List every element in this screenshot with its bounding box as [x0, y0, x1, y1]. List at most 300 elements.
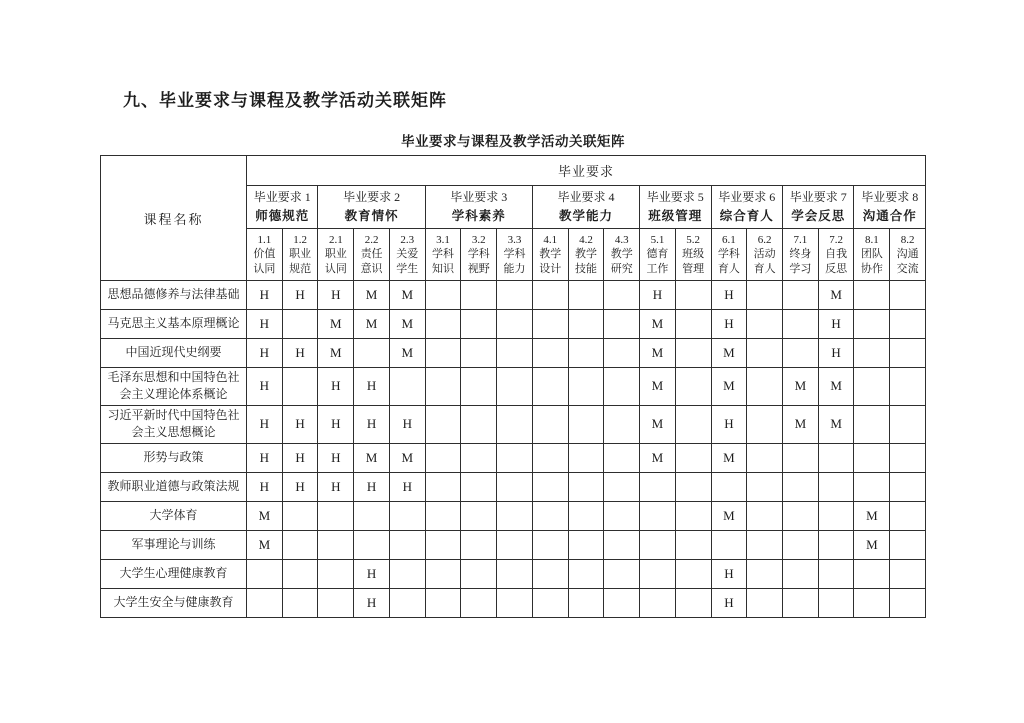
matrix-value-cell — [318, 588, 354, 617]
matrix-value-cell — [747, 501, 783, 530]
criterion-name: 学科知识 — [432, 248, 455, 275]
criterion-number: 4.1 — [543, 234, 558, 247]
criterion-number: 4.3 — [614, 234, 629, 247]
matrix-value-cell: M — [318, 310, 354, 339]
matrix-value-cell — [532, 310, 568, 339]
matrix-value-cell — [461, 405, 497, 443]
matrix-value-cell: H — [389, 472, 425, 501]
header-row-top — [101, 156, 926, 186]
matrix-value-cell — [747, 472, 783, 501]
matrix-value-cell — [354, 339, 390, 368]
criterion-name: 责任意识 — [360, 248, 383, 275]
matrix-value-cell — [532, 281, 568, 310]
criterion-number: 4.2 — [579, 234, 593, 247]
matrix-value-cell — [711, 530, 747, 559]
criterion-number: 5.1 — [650, 234, 665, 247]
course-row — [101, 405, 926, 443]
criterion-header — [818, 229, 854, 281]
course-row — [101, 310, 926, 339]
requirement-group-label: 毕业要求 5 — [646, 190, 704, 205]
matrix-value-cell — [890, 588, 926, 617]
matrix-value-cell — [675, 405, 711, 443]
course-name-cell: 大学生心理健康教育 — [101, 559, 247, 588]
requirement-group-label: 毕业要求 1 — [253, 190, 311, 205]
requirement-group-name: 学会反思 — [791, 208, 846, 223]
criterion-header — [354, 229, 390, 281]
requirement-group-label: 毕业要求 3 — [450, 190, 508, 205]
criterion-header — [711, 229, 747, 281]
matrix-value-cell: M — [640, 368, 676, 406]
matrix-value-cell: H — [818, 339, 854, 368]
matrix-value-cell — [354, 530, 390, 559]
matrix-value-cell — [747, 530, 783, 559]
table-header — [101, 156, 926, 281]
matrix-value-cell — [890, 443, 926, 472]
requirement-group-label: 毕业要求 6 — [718, 190, 776, 205]
matrix-value-cell: H — [354, 559, 390, 588]
matrix-value-cell — [568, 443, 604, 472]
matrix-value-cell — [532, 405, 568, 443]
matrix-value-cell — [783, 559, 819, 588]
requirement-group-name: 沟通合作 — [862, 208, 917, 223]
graduation-requirements-header: 毕业要求 — [247, 156, 926, 186]
matrix-value-cell — [604, 281, 640, 310]
matrix-value-cell: M — [818, 281, 854, 310]
matrix-value-cell: H — [711, 559, 747, 588]
matrix-value-cell: H — [354, 368, 390, 406]
criterion-name: 班级管理 — [682, 248, 705, 275]
matrix-value-cell — [818, 472, 854, 501]
criterion-header — [318, 229, 354, 281]
course-name-cell: 思想品德修养与法律基础 — [101, 281, 247, 310]
matrix-value-cell: H — [247, 443, 283, 472]
matrix-value-cell: M — [354, 443, 390, 472]
matrix-value-cell — [783, 530, 819, 559]
matrix-value-cell — [604, 443, 640, 472]
criterion-number: 3.2 — [471, 234, 486, 247]
criterion-name: 学科育人 — [717, 248, 740, 275]
matrix-value-cell: H — [318, 281, 354, 310]
requirement-group-name: 学科素养 — [451, 208, 506, 223]
matrix-value-cell: H — [247, 310, 283, 339]
matrix-value-cell: H — [247, 368, 283, 406]
matrix-value-cell — [425, 310, 461, 339]
matrix-value-cell — [282, 530, 318, 559]
criterion-name: 沟通交流 — [896, 248, 919, 275]
matrix-value-cell — [890, 368, 926, 406]
criterion-number: 7.1 — [793, 234, 808, 247]
matrix-value-cell — [532, 588, 568, 617]
criterion-number: 5.2 — [686, 234, 701, 247]
matrix-value-cell: H — [818, 310, 854, 339]
course-row — [101, 281, 926, 310]
matrix-value-cell — [568, 559, 604, 588]
matrix-value-cell — [747, 339, 783, 368]
matrix-value-cell — [854, 339, 890, 368]
matrix-value-cell — [747, 443, 783, 472]
matrix-value-cell — [497, 443, 533, 472]
matrix-value-cell — [497, 405, 533, 443]
matrix-value-cell: H — [282, 443, 318, 472]
matrix-value-cell: H — [711, 405, 747, 443]
requirement-group-header — [532, 186, 639, 229]
matrix-value-cell — [497, 281, 533, 310]
matrix-value-cell — [532, 443, 568, 472]
requirement-group-label: 毕业要求 8 — [861, 190, 919, 205]
matrix-value-cell — [568, 472, 604, 501]
matrix-value-cell — [604, 559, 640, 588]
matrix-value-cell — [890, 559, 926, 588]
matrix-value-cell — [568, 310, 604, 339]
course-name-cell: 毛泽东思想和中国特色社会主义理论体系概论 — [101, 368, 247, 406]
matrix-value-cell: H — [282, 339, 318, 368]
matrix-value-cell: M — [640, 405, 676, 443]
criterion-header — [640, 229, 676, 281]
matrix-value-cell — [675, 339, 711, 368]
matrix-value-cell: H — [318, 443, 354, 472]
matrix-value-cell — [282, 501, 318, 530]
requirement-group-header — [711, 186, 782, 229]
matrix-value-cell — [532, 339, 568, 368]
requirement-group-label: 毕业要求 4 — [557, 190, 615, 205]
matrix-value-cell — [604, 339, 640, 368]
matrix-value-cell — [568, 368, 604, 406]
criterion-header — [247, 229, 283, 281]
matrix-value-cell: H — [247, 405, 283, 443]
matrix-value-cell: H — [318, 368, 354, 406]
matrix-value-cell — [568, 339, 604, 368]
matrix-value-cell — [854, 559, 890, 588]
matrix-value-cell: M — [711, 339, 747, 368]
matrix-value-cell — [568, 530, 604, 559]
matrix-value-cell — [532, 472, 568, 501]
criterion-header — [497, 229, 533, 281]
requirement-group-label: 毕业要求 2 — [343, 190, 401, 205]
matrix-value-cell — [747, 559, 783, 588]
criterion-header — [604, 229, 640, 281]
criterion-number: 8.2 — [900, 234, 915, 247]
matrix-value-cell — [747, 405, 783, 443]
criterion-number: 8.1 — [864, 234, 879, 247]
matrix-value-cell — [461, 530, 497, 559]
matrix-value-cell — [783, 310, 819, 339]
matrix-value-cell: M — [854, 501, 890, 530]
matrix-value-cell — [282, 559, 318, 588]
matrix-value-cell — [640, 530, 676, 559]
matrix-value-cell — [747, 310, 783, 339]
course-row — [101, 443, 926, 472]
criterion-number: 7.2 — [829, 234, 843, 247]
matrix-value-cell — [890, 281, 926, 310]
matrix-value-cell — [783, 472, 819, 501]
requirement-group-name: 教育情怀 — [344, 208, 399, 223]
course-row — [101, 501, 926, 530]
matrix-value-cell — [890, 501, 926, 530]
matrix-value-cell — [640, 559, 676, 588]
matrix-value-cell — [890, 530, 926, 559]
matrix-value-cell: H — [354, 472, 390, 501]
course-row — [101, 368, 926, 406]
matrix-value-cell — [747, 281, 783, 310]
criterion-name: 学科视野 — [467, 248, 490, 275]
criterion-name: 自我反思 — [825, 248, 848, 275]
matrix-value-cell: M — [640, 310, 676, 339]
criterion-name: 学科能力 — [503, 248, 526, 275]
matrix-value-cell — [282, 368, 318, 406]
matrix-value-cell: M — [247, 501, 283, 530]
criterion-header — [461, 229, 497, 281]
matrix-value-cell: M — [854, 530, 890, 559]
requirement-group-header — [783, 186, 854, 229]
matrix-value-cell — [818, 443, 854, 472]
matrix-value-cell — [425, 472, 461, 501]
matrix-value-cell: M — [247, 530, 283, 559]
matrix-value-cell: M — [818, 405, 854, 443]
requirement-group-header — [640, 186, 711, 229]
matrix-value-cell — [890, 339, 926, 368]
matrix-value-cell: M — [389, 443, 425, 472]
matrix-value-cell — [568, 501, 604, 530]
criterion-name: 关爱学生 — [396, 248, 419, 275]
matrix-value-cell — [532, 501, 568, 530]
matrix-value-cell: H — [247, 281, 283, 310]
matrix-value-cell: H — [389, 405, 425, 443]
matrix-value-cell: H — [318, 472, 354, 501]
matrix-value-cell — [247, 588, 283, 617]
matrix-value-cell — [497, 472, 533, 501]
criterion-number: 6.2 — [757, 234, 772, 247]
matrix-value-cell — [890, 405, 926, 443]
criterion-number: 3.1 — [436, 234, 450, 247]
criterion-header — [854, 229, 890, 281]
matrix-value-cell — [425, 559, 461, 588]
matrix-value-cell — [604, 472, 640, 501]
matrix-value-cell — [604, 310, 640, 339]
matrix-value-cell — [854, 281, 890, 310]
matrix-value-cell: M — [389, 310, 425, 339]
requirement-group-name: 师德规范 — [255, 208, 310, 223]
matrix-value-cell — [675, 281, 711, 310]
matrix-value-cell — [604, 530, 640, 559]
matrix-value-cell — [854, 443, 890, 472]
requirement-group-name: 综合育人 — [719, 208, 774, 223]
matrix-value-cell — [461, 281, 497, 310]
course-row — [101, 339, 926, 368]
matrix-value-cell — [318, 501, 354, 530]
matrix-value-cell — [675, 368, 711, 406]
criterion-number: 2.3 — [400, 234, 415, 247]
requirement-group-header — [425, 186, 532, 229]
course-column-header: 课程名称 — [101, 156, 247, 281]
matrix-value-cell — [497, 310, 533, 339]
matrix-value-cell — [282, 588, 318, 617]
matrix-value-cell — [425, 501, 461, 530]
matrix-value-cell: H — [282, 281, 318, 310]
criterion-number: 2.1 — [328, 234, 343, 247]
correlation-matrix-table — [100, 155, 926, 618]
criterion-name: 教学研究 — [610, 248, 633, 275]
matrix-value-cell — [389, 530, 425, 559]
matrix-value-cell — [568, 281, 604, 310]
criterion-name: 教学技能 — [574, 248, 597, 275]
matrix-value-cell: H — [354, 405, 390, 443]
criterion-number: 3.3 — [507, 234, 522, 247]
matrix-value-cell: M — [783, 405, 819, 443]
criterion-number: 1.1 — [257, 234, 272, 247]
course-name-cell: 教师职业道德与政策法规 — [101, 472, 247, 501]
course-name-cell: 大学体育 — [101, 501, 247, 530]
requirement-group-header — [854, 186, 926, 229]
matrix-value-cell — [711, 472, 747, 501]
matrix-value-cell — [389, 368, 425, 406]
matrix-value-cell — [425, 588, 461, 617]
matrix-value-cell — [425, 339, 461, 368]
matrix-value-cell: H — [247, 339, 283, 368]
matrix-value-cell — [854, 472, 890, 501]
criterion-name: 教学设计 — [539, 248, 562, 275]
matrix-value-cell — [425, 368, 461, 406]
matrix-value-cell — [461, 559, 497, 588]
matrix-value-cell: H — [282, 472, 318, 501]
matrix-value-cell — [854, 310, 890, 339]
matrix-value-cell — [247, 559, 283, 588]
matrix-value-cell: M — [389, 339, 425, 368]
matrix-value-cell: H — [247, 472, 283, 501]
matrix-value-cell: H — [711, 281, 747, 310]
matrix-value-cell — [604, 368, 640, 406]
course-name-cell: 中国近现代史纲要 — [101, 339, 247, 368]
matrix-value-cell — [783, 501, 819, 530]
matrix-value-cell — [818, 530, 854, 559]
criterion-name: 活动育人 — [753, 248, 776, 275]
matrix-value-cell — [318, 559, 354, 588]
matrix-value-cell — [425, 405, 461, 443]
criterion-header — [783, 229, 819, 281]
matrix-value-cell — [604, 405, 640, 443]
matrix-value-cell — [497, 368, 533, 406]
criterion-header — [675, 229, 711, 281]
matrix-value-cell: M — [711, 501, 747, 530]
matrix-value-cell: M — [354, 281, 390, 310]
matrix-value-cell — [640, 472, 676, 501]
requirement-group-label: 毕业要求 7 — [789, 190, 847, 205]
matrix-value-cell — [640, 501, 676, 530]
matrix-value-cell — [461, 501, 497, 530]
matrix-value-cell — [497, 501, 533, 530]
course-row — [101, 559, 926, 588]
matrix-value-cell — [461, 472, 497, 501]
matrix-value-cell: M — [711, 368, 747, 406]
matrix-value-cell: H — [640, 281, 676, 310]
criterion-number: 6.1 — [722, 234, 736, 247]
table-body — [101, 281, 926, 618]
matrix-value-cell — [461, 339, 497, 368]
matrix-value-cell — [389, 559, 425, 588]
requirement-group-name: 教学能力 — [558, 208, 613, 223]
matrix-value-cell — [675, 472, 711, 501]
matrix-value-cell — [747, 588, 783, 617]
matrix-value-cell — [389, 588, 425, 617]
course-name-cell: 军事理论与训练 — [101, 530, 247, 559]
matrix-value-cell — [425, 281, 461, 310]
matrix-value-cell: M — [783, 368, 819, 406]
criterion-name: 职业认同 — [324, 248, 347, 275]
matrix-value-cell — [389, 501, 425, 530]
matrix-value-cell — [604, 588, 640, 617]
criterion-name: 团队协作 — [860, 248, 883, 275]
matrix-value-cell — [818, 501, 854, 530]
course-name-cell: 马克思主义基本原理概论 — [101, 310, 247, 339]
matrix-value-cell — [425, 443, 461, 472]
matrix-value-cell — [318, 530, 354, 559]
requirement-group-header — [247, 186, 318, 229]
matrix-value-cell — [675, 559, 711, 588]
matrix-value-cell — [425, 530, 461, 559]
matrix-value-cell: M — [354, 310, 390, 339]
matrix-value-cell — [783, 588, 819, 617]
criterion-number: 2.2 — [364, 234, 379, 247]
matrix-value-cell — [497, 559, 533, 588]
matrix-value-cell — [640, 588, 676, 617]
course-row — [101, 588, 926, 617]
criterion-header — [568, 229, 604, 281]
criterion-header — [425, 229, 461, 281]
matrix-value-cell — [354, 501, 390, 530]
matrix-value-cell — [532, 368, 568, 406]
requirement-group-header — [318, 186, 425, 229]
matrix-value-cell — [497, 530, 533, 559]
matrix-value-cell — [675, 501, 711, 530]
matrix-value-cell: M — [640, 339, 676, 368]
course-name-cell: 形势与政策 — [101, 443, 247, 472]
matrix-value-cell: H — [354, 588, 390, 617]
matrix-value-cell — [461, 310, 497, 339]
matrix-value-cell: M — [711, 443, 747, 472]
criterion-name: 德育工作 — [646, 248, 669, 275]
matrix-value-cell — [675, 530, 711, 559]
matrix-value-cell — [783, 339, 819, 368]
course-name-cell: 大学生安全与健康教育 — [101, 588, 247, 617]
course-row — [101, 530, 926, 559]
section-heading: 九、毕业要求与课程及教学活动关联矩阵 — [123, 91, 447, 110]
matrix-value-cell — [783, 281, 819, 310]
course-name-cell: 习近平新时代中国特色社会主义思想概论 — [101, 405, 247, 443]
criterion-header — [890, 229, 926, 281]
matrix-value-cell — [604, 501, 640, 530]
matrix-value-cell: H — [318, 405, 354, 443]
criterion-header — [747, 229, 783, 281]
matrix-value-cell — [675, 588, 711, 617]
matrix-value-cell — [532, 559, 568, 588]
matrix-value-cell: M — [640, 443, 676, 472]
criterion-header — [532, 229, 568, 281]
criterion-header — [389, 229, 425, 281]
criterion-name: 终身学习 — [789, 248, 812, 275]
matrix-value-cell — [497, 588, 533, 617]
matrix-value-cell — [497, 339, 533, 368]
matrix-value-cell — [568, 588, 604, 617]
matrix-value-cell — [890, 472, 926, 501]
matrix-value-cell: M — [818, 368, 854, 406]
matrix-value-cell: H — [711, 588, 747, 617]
matrix-value-cell — [854, 588, 890, 617]
matrix-value-cell — [675, 443, 711, 472]
matrix-value-cell — [282, 310, 318, 339]
course-row — [101, 472, 926, 501]
criterion-name: 价值认同 — [253, 248, 276, 275]
criterion-number: 1.2 — [293, 234, 307, 247]
matrix-value-cell: H — [711, 310, 747, 339]
